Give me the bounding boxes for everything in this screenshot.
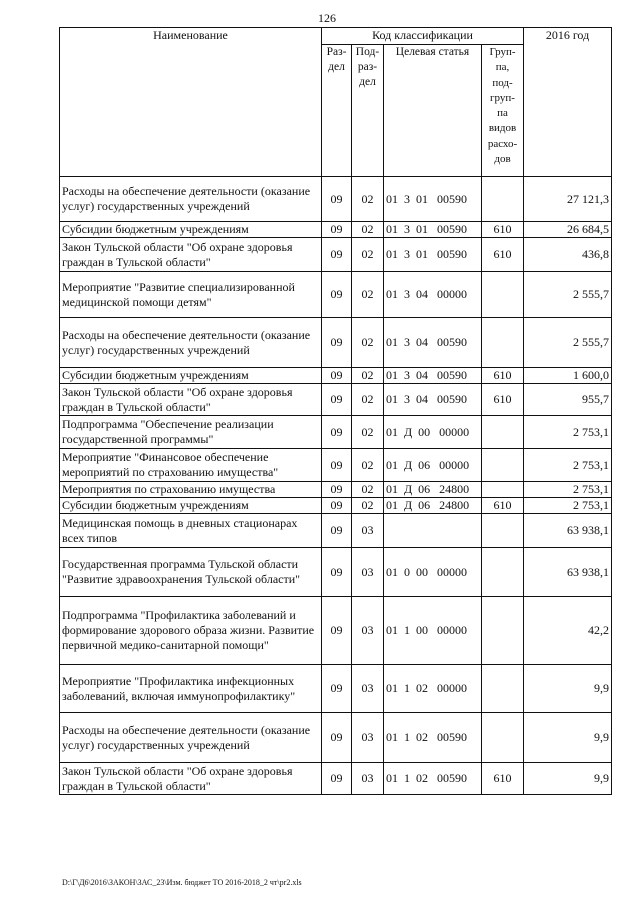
row-name: Мероприятие "Развитие специализированной медицинской помощи детям" bbox=[60, 272, 322, 318]
row-group bbox=[482, 514, 524, 548]
row-amount: 2 753,1 bbox=[524, 482, 612, 498]
row-podrazdel: 02 bbox=[352, 384, 384, 416]
row-group bbox=[482, 548, 524, 597]
budget-table bbox=[59, 27, 612, 795]
table-row bbox=[60, 318, 612, 368]
row-group bbox=[482, 318, 524, 368]
row-amount: 2 753,1 bbox=[524, 449, 612, 482]
row-amount: 9,9 bbox=[524, 665, 612, 713]
row-razdel: 09 bbox=[322, 763, 352, 795]
row-target: 01 3 04 00590 bbox=[384, 318, 482, 368]
table-row bbox=[60, 713, 612, 763]
row-podrazdel: 02 bbox=[352, 177, 384, 222]
row-group: 610 bbox=[482, 384, 524, 416]
row-name: Мероприятие "Финансовое обеспечение мероприятий по страхованию имущества" bbox=[60, 449, 322, 482]
table-row bbox=[60, 514, 612, 548]
table-row bbox=[60, 763, 612, 795]
row-name: Мероприятие "Профилактика инфекционных заболеваний, включая иммунопрофилактику" bbox=[60, 665, 322, 713]
row-razdel: 09 bbox=[322, 238, 352, 272]
row-amount: 63 938,1 bbox=[524, 548, 612, 597]
row-target: 01 Д 06 24800 bbox=[384, 482, 482, 498]
row-name: Субсидии бюджетным учреждениям bbox=[60, 368, 322, 384]
row-target: 01 1 02 00590 bbox=[384, 713, 482, 763]
row-group: 610 bbox=[482, 238, 524, 272]
file-path-footer: D:\Г\Д6\2016\ЗАКОН\ЗАС_23\Изм. бюджет ТО 2016-2018_2 чт\pr2.xls bbox=[62, 878, 302, 887]
row-target: 01 Д 06 24800 bbox=[384, 498, 482, 514]
table-row bbox=[60, 384, 612, 416]
row-name: Государственная программа Тульской области "Развитие здравоохранения Тульской области" bbox=[60, 548, 322, 597]
row-name: Расходы на обеспечение деятельности (оказание услуг) государственных учреждений bbox=[60, 318, 322, 368]
row-target bbox=[384, 514, 482, 548]
row-podrazdel: 03 bbox=[352, 548, 384, 597]
header-subsection: Под- раз- дел bbox=[352, 45, 384, 177]
row-podrazdel: 03 bbox=[352, 597, 384, 665]
row-target: 01 3 01 00590 bbox=[384, 238, 482, 272]
row-target: 01 0 00 00000 bbox=[384, 548, 482, 597]
row-name: Субсидии бюджетным учреждениям bbox=[60, 222, 322, 238]
row-name: Подпрограмма "Обеспечение реализации государственной программы" bbox=[60, 416, 322, 449]
row-target: 01 1 02 00000 bbox=[384, 665, 482, 713]
row-group bbox=[482, 665, 524, 713]
table-row bbox=[60, 449, 612, 482]
table-row bbox=[60, 597, 612, 665]
row-group: 610 bbox=[482, 498, 524, 514]
table-row bbox=[60, 416, 612, 449]
row-name: Закон Тульской области "Об охране здоровья граждан в Тульской области" bbox=[60, 763, 322, 795]
row-amount: 26 684,5 bbox=[524, 222, 612, 238]
row-name: Медицинская помощь в дневных стационарах всех типов bbox=[60, 514, 322, 548]
row-amount: 63 938,1 bbox=[524, 514, 612, 548]
table-row bbox=[60, 272, 612, 318]
row-razdel: 09 bbox=[322, 514, 352, 548]
table-row bbox=[60, 665, 612, 713]
table-row bbox=[60, 368, 612, 384]
row-group bbox=[482, 177, 524, 222]
row-name: Мероприятия по страхованию имущества bbox=[60, 482, 322, 498]
row-target: 01 3 04 00590 bbox=[384, 368, 482, 384]
row-amount: 2 555,7 bbox=[524, 272, 612, 318]
row-podrazdel: 02 bbox=[352, 272, 384, 318]
row-podrazdel: 02 bbox=[352, 498, 384, 514]
row-amount: 2 753,1 bbox=[524, 416, 612, 449]
row-amount: 436,8 bbox=[524, 238, 612, 272]
row-name: Расходы на обеспечение деятельности (оказание услуг) государственных учреждений bbox=[60, 713, 322, 763]
row-podrazdel: 02 bbox=[352, 238, 384, 272]
row-name: Закон Тульской области "Об охране здоровья граждан в Тульской области" bbox=[60, 238, 322, 272]
row-razdel: 09 bbox=[322, 384, 352, 416]
row-target: 01 Д 06 00000 bbox=[384, 449, 482, 482]
row-group: 610 bbox=[482, 763, 524, 795]
row-podrazdel: 02 bbox=[352, 222, 384, 238]
table-row bbox=[60, 548, 612, 597]
row-amount: 955,7 bbox=[524, 384, 612, 416]
page-number: 126 bbox=[318, 11, 336, 25]
row-amount: 1 600,0 bbox=[524, 368, 612, 384]
row-amount: 9,9 bbox=[524, 763, 612, 795]
row-group bbox=[482, 272, 524, 318]
row-podrazdel: 02 bbox=[352, 318, 384, 368]
row-razdel: 09 bbox=[322, 318, 352, 368]
row-razdel: 09 bbox=[322, 177, 352, 222]
row-target: 01 1 02 00590 bbox=[384, 763, 482, 795]
row-name: Субсидии бюджетным учреждениям bbox=[60, 498, 322, 514]
row-group bbox=[482, 713, 524, 763]
header-target: Целевая статья bbox=[384, 45, 482, 177]
row-razdel: 09 bbox=[322, 498, 352, 514]
row-group bbox=[482, 416, 524, 449]
row-razdel: 09 bbox=[322, 665, 352, 713]
row-amount: 2 753,1 bbox=[524, 498, 612, 514]
row-group: 610 bbox=[482, 368, 524, 384]
table-row bbox=[60, 498, 612, 514]
table-row bbox=[60, 482, 612, 498]
row-razdel: 09 bbox=[322, 416, 352, 449]
row-name: Подпрограмма "Профилактика заболеваний и формирование здорового образа жизни. Развитие первичной медико-санитарной помощи" bbox=[60, 597, 322, 665]
row-group bbox=[482, 482, 524, 498]
table-row bbox=[60, 238, 612, 272]
row-name: Закон Тульской области "Об охране здоровья граждан в Тульской области" bbox=[60, 384, 322, 416]
row-razdel: 09 bbox=[322, 713, 352, 763]
header-name: Наименование bbox=[60, 28, 322, 177]
row-podrazdel: 02 bbox=[352, 368, 384, 384]
header-code-group: Код классификации bbox=[322, 28, 524, 45]
row-group: 610 bbox=[482, 222, 524, 238]
row-podrazdel: 03 bbox=[352, 713, 384, 763]
row-group bbox=[482, 597, 524, 665]
row-podrazdel: 02 bbox=[352, 482, 384, 498]
row-razdel: 09 bbox=[322, 272, 352, 318]
row-razdel: 09 bbox=[322, 482, 352, 498]
row-razdel: 09 bbox=[322, 222, 352, 238]
row-target: 01 3 01 00590 bbox=[384, 177, 482, 222]
row-target: 01 1 00 00000 bbox=[384, 597, 482, 665]
header-group: Груп- па, под- груп- па видов расхо- дов bbox=[482, 45, 524, 177]
row-amount: 42,2 bbox=[524, 597, 612, 665]
row-razdel: 09 bbox=[322, 548, 352, 597]
row-name: Расходы на обеспечение деятельности (оказание услуг) государственных учреждений bbox=[60, 177, 322, 222]
row-podrazdel: 03 bbox=[352, 665, 384, 713]
table-row bbox=[60, 177, 612, 222]
row-razdel: 09 bbox=[322, 368, 352, 384]
header-year: 2016 год bbox=[524, 28, 612, 177]
row-target: 01 3 01 00590 bbox=[384, 222, 482, 238]
row-amount: 2 555,7 bbox=[524, 318, 612, 368]
row-podrazdel: 03 bbox=[352, 763, 384, 795]
row-razdel: 09 bbox=[322, 449, 352, 482]
row-podrazdel: 02 bbox=[352, 416, 384, 449]
row-amount: 27 121,3 bbox=[524, 177, 612, 222]
row-group bbox=[482, 449, 524, 482]
row-target: 01 3 04 00590 bbox=[384, 384, 482, 416]
table-row bbox=[60, 222, 612, 238]
row-target: 01 3 04 00000 bbox=[384, 272, 482, 318]
row-razdel: 09 bbox=[322, 597, 352, 665]
row-podrazdel: 02 bbox=[352, 449, 384, 482]
row-amount: 9,9 bbox=[524, 713, 612, 763]
row-podrazdel: 03 bbox=[352, 514, 384, 548]
header-section: Раз- дел bbox=[322, 45, 352, 177]
row-target: 01 Д 00 00000 bbox=[384, 416, 482, 449]
